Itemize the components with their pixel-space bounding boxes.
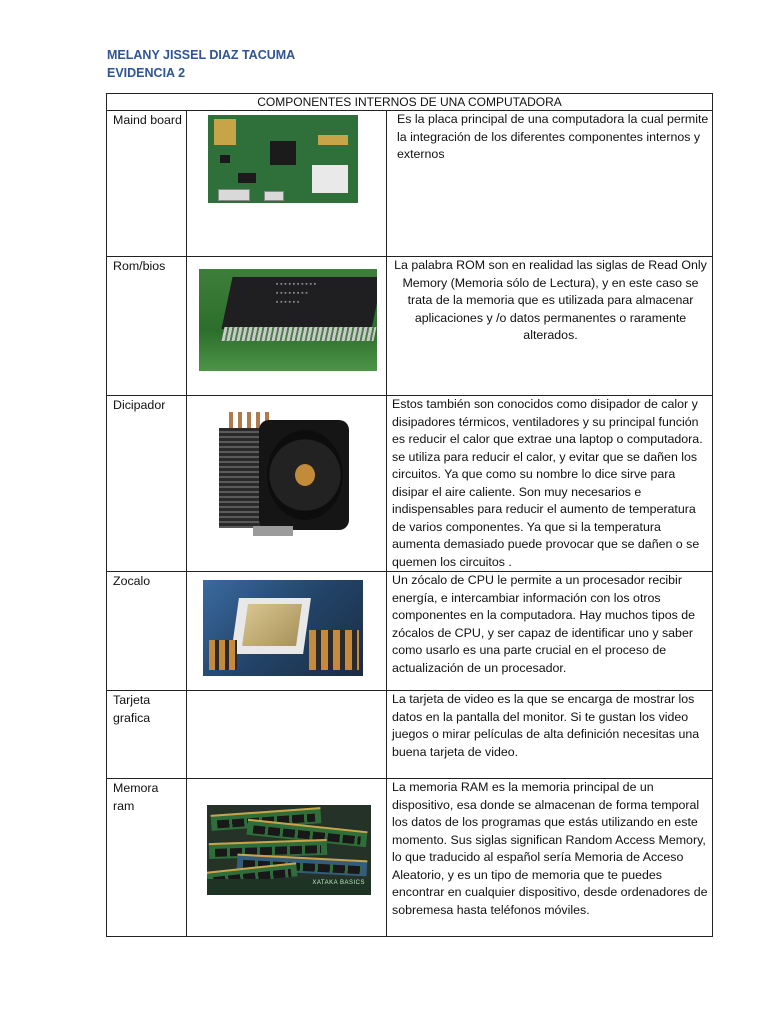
components-table [106,93,713,937]
table-row [107,257,713,396]
component-description: Estos también son conocidos como disipador de calor y disipadores térmicos, ventiladores y su principal función es reducir el calor que extrae una laptop o computadora. se utiliza para reducir el calor, y evitar que se dañen los circuitos. Ya que como su nombre lo dice sirve para disipar el aire caliente. Son muy necesarios e indispensables para reducir el aumento de temperatura de varios componentes. Ya que si la temperatura aumenta demasiado puede provocar que se dañen o se quemen los circuitos . [387,396,713,572]
component-image-cell [187,396,387,572]
image-watermark: XATAKA BASICS [312,879,365,886]
component-image-cell [187,779,387,937]
component-name: Memora ram [107,779,187,937]
component-name: Zocalo [107,572,187,691]
author-name: MELANY JISSEL DIAZ TACUMA [107,48,296,62]
document-header [107,46,295,82]
component-description: Es la placa principal de una computadora la cual permite la integración de los diferentes componentes internos y externos [387,111,713,257]
component-description: La palabra ROM son en realidad las siglas de Read Only Memory (Memoria sólo de Lectura), y en este caso se trata de la memoria que es utilizada para almacenar aplicaciones y /o datos permanentes o raramente alterados. [387,257,713,396]
rom-chip-image: ▪▪▪▪▪▪▪▪▪▪ ▪▪▪▪▪▪▪▪ ▪▪▪▪▪▪ [199,269,377,371]
document-subtitle: EVIDENCIA 2 [107,66,186,80]
table-row [107,572,713,691]
component-name: Tarjeta grafica [107,691,187,779]
table-row [107,396,713,572]
component-name: Dicipador [107,396,187,572]
component-name: Maind board [107,111,187,257]
component-image-cell [187,257,387,396]
cpu-socket-image [203,580,363,676]
component-image-cell [187,691,387,779]
component-name: Rom/bios [107,257,187,396]
component-description: La memoria RAM es la memoria principal de un dispositivo, esa donde se almacenan de forma temporal los datos de los programas que estás utilizando en este momento. Sus siglas significan Random Access Memory, lo que traducido al español sería Memoria de Acceso Aleatorio, y es un tipo de memoria que te puedes encontrar en cualquier dispositivo, desde ordenadores de sobremesa hasta teléfonos móviles. [387,779,713,937]
component-image-cell [187,572,387,691]
table-row [107,111,713,257]
motherboard-image [208,115,358,203]
cpu-heatsink-fan-image [215,404,355,544]
component-description: La tarjeta de video es la que se encarga de mostrar los datos en la pantalla del monitor. Si te gustan los video juegos o mirar películas de alta definición necesitas una buena tarjeta de video. [387,691,713,779]
table-row [107,691,713,779]
table-row [107,779,713,937]
ram-modules-image [207,805,371,895]
table-title-row [107,94,713,111]
table-title: COMPONENTES INTERNOS DE UNA COMPUTADORA [107,94,713,111]
component-description: Un zócalo de CPU le permite a un procesador recibir energía, e intercambiar información con los otros componentes en la computadora. Hay muchos tipos de zócalos de CPU, y ser capaz de identificar uno y saber como usarlo es una parte crucial en el proceso de actualización de un procesador. [387,572,713,691]
component-image-cell [187,111,387,257]
